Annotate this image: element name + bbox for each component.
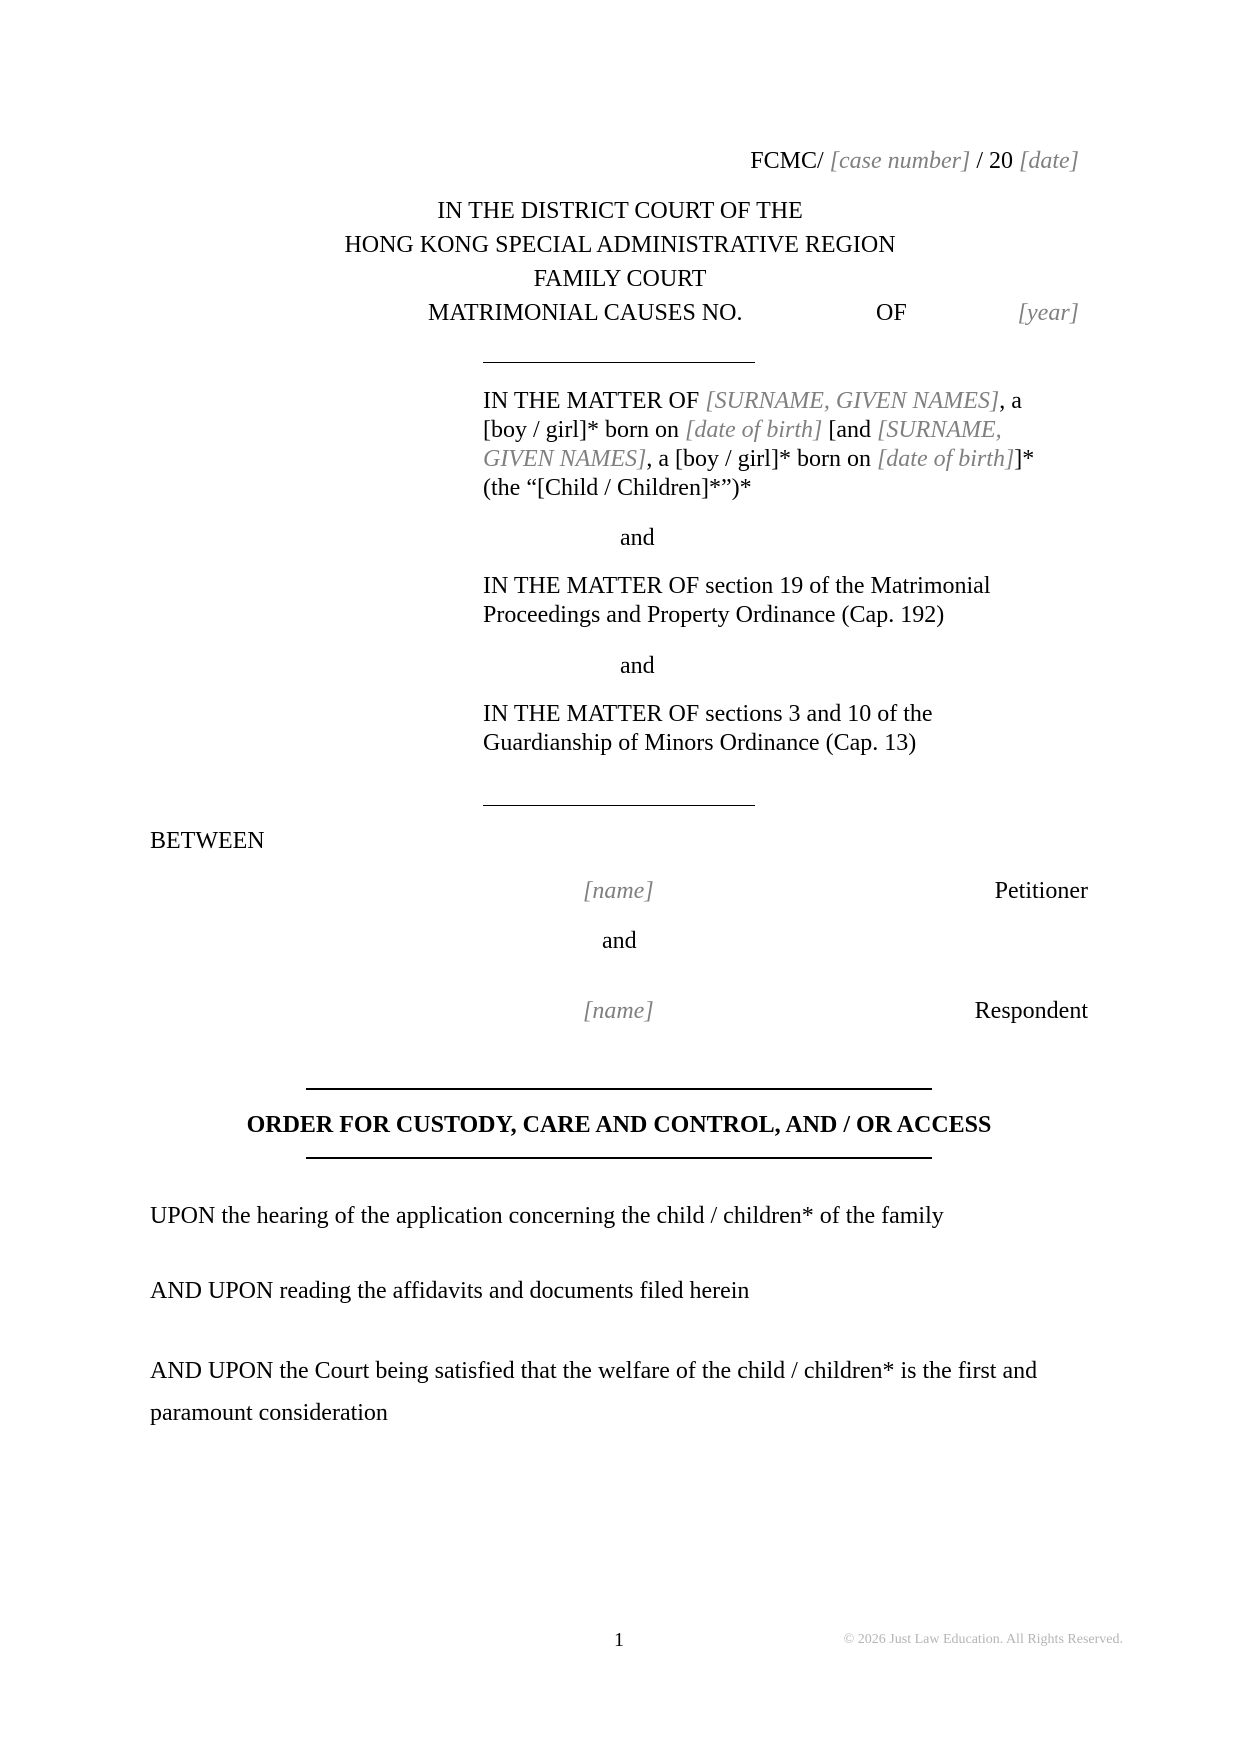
and-connector: and [602, 928, 637, 954]
recital-affidavits: AND UPON reading the affidavits and documents filed herein [150, 1278, 750, 1304]
and-connector: and [620, 525, 655, 551]
year-placeholder: [year] [1017, 300, 1079, 326]
order-title: ORDER FOR CUSTODY, CARE AND CONTROL, AND / OR ACCESS [246, 1112, 992, 1138]
between-label: BETWEEN [150, 828, 265, 854]
divider-line [483, 805, 755, 806]
divider-line [483, 362, 755, 363]
title-rule-top [306, 1088, 932, 1090]
court-heading-line3: FAMILY COURT [533, 266, 707, 292]
copyright-notice: © 2026 Just Law Education. All Rights Reserved. [843, 1632, 1123, 1647]
court-heading-line2: HONG KONG SPECIAL ADMINISTRATIVE REGION [344, 232, 896, 258]
court-heading-line1: IN THE DISTRICT COURT OF THE [437, 198, 803, 224]
and-connector: and [620, 653, 655, 679]
page-number: 1 [614, 1629, 624, 1651]
of-label: OF [876, 300, 907, 326]
case-number-placeholder: [case number] [829, 148, 971, 174]
matter-gmo: IN THE MATTER OF sections 3 and 10 of the Guardianship of Minors Ordinance (Cap. 13) [483, 701, 933, 756]
respondent-label: Respondent [974, 998, 1088, 1024]
date-placeholder: [date] [1019, 148, 1079, 174]
matrimonial-causes-label: MATRIMONIAL CAUSES NO. [428, 300, 743, 326]
matter-mppo: IN THE MATTER OF section 19 of the Matrimonial Proceedings and Property Ordinance (Cap. 192) [483, 573, 991, 628]
petitioner-name-placeholder: [name] [583, 878, 654, 904]
title-rule-bottom [306, 1157, 932, 1159]
case-reference: FCMC/ [case number] / 20 [date] [750, 148, 1079, 174]
recital-welfare: AND UPON the Court being satisfied that the welfare of the child / children* is the first and paramount consideration [150, 1358, 1038, 1426]
petitioner-label: Petitioner [994, 878, 1088, 904]
recital-hearing: UPON the hearing of the application concerning the child / children* of the family [150, 1203, 944, 1229]
respondent-name-placeholder: [name] [583, 998, 654, 1024]
matter-child: IN THE MATTER OF [SURNAME, GIVEN NAMES], a [boy / girl]* born on [date of birth] [and [SURNAME, GIVEN NAMES], a [boy / girl]* born on [date of birth]]* (the “[Child / Children]*”)* [483, 388, 1035, 501]
